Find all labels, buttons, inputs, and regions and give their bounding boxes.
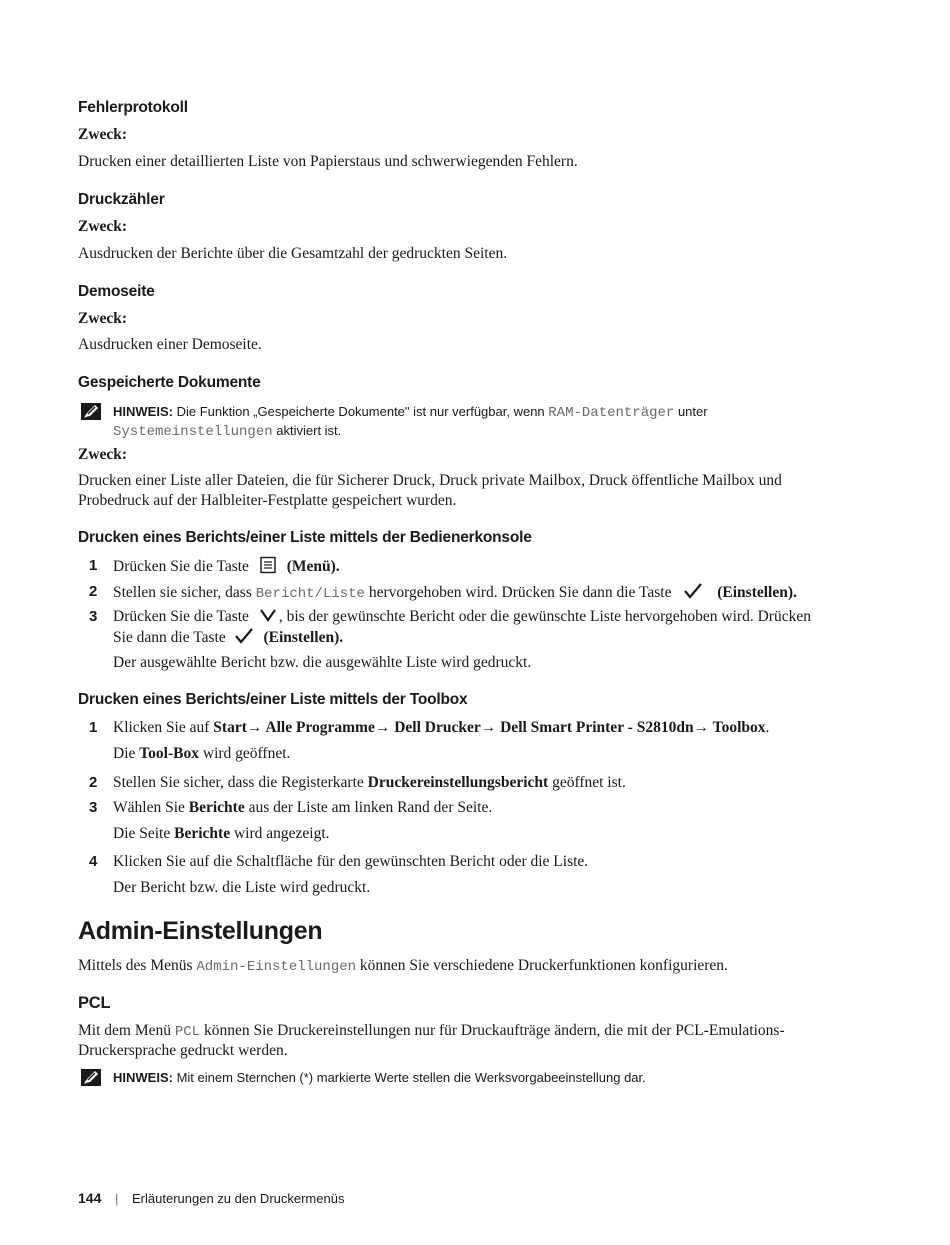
step-result: Der ausgewählte Bericht bzw. die ausgewählte Liste wird gedruckt. bbox=[113, 654, 532, 671]
step-text-part: , bis der gewünschte Bericht oder die gewünschte Liste hervorgehoben wird. Drücken bbox=[278, 608, 811, 626]
note-stored-documents-line2 bbox=[113, 421, 341, 442]
menu-code-admin-einstellungen: Admin-Einstellungen bbox=[196, 959, 357, 975]
checkmark-key-icon bbox=[234, 627, 254, 650]
section-title-pcl: PCL bbox=[78, 994, 111, 1012]
step-text bbox=[113, 582, 797, 605]
admin-intro bbox=[78, 956, 728, 977]
section-title-bedienerkonsole: Drucken eines Berichts/einer Liste mittels der Bedienerkonsole bbox=[78, 529, 532, 546]
step-text-part: Stellen Sie sicher, dass die Registerkarte bbox=[113, 774, 364, 791]
note-text-part: Die Funktion „Gespeicherte Dokumente" ist nur verfügbar, wenn bbox=[176, 404, 545, 419]
step-text-bold: Tool-Box bbox=[139, 745, 199, 762]
footer-chapter: Erläuterungen zu den Druckermenüs bbox=[132, 1191, 345, 1206]
step-text-part: Die bbox=[113, 745, 136, 762]
step-text bbox=[113, 607, 811, 628]
checkmark-key-icon bbox=[683, 582, 703, 605]
note-text-part: unter bbox=[677, 404, 708, 419]
menu-code-pcl: PCL bbox=[174, 1024, 201, 1040]
step-number: 4 bbox=[89, 853, 98, 870]
pcl-text-part: können Sie Druckereinstellungen nur für Druckaufträge ändern, die mit der PCL-Emulations- bbox=[203, 1022, 785, 1039]
step-text-part: Drücken Sie die Taste bbox=[113, 558, 249, 576]
step-result: Der Bericht bzw. die Liste wird gedruckt. bbox=[113, 879, 371, 896]
note-text-part: aktiviert ist. bbox=[276, 423, 342, 438]
zweck-label: Zweck: bbox=[78, 126, 128, 143]
note-stored-documents bbox=[113, 402, 833, 423]
step-number: 2 bbox=[89, 583, 98, 600]
note-pencil-icon bbox=[81, 403, 101, 420]
section-text-line: Drucken einer Liste aller Dateien, die für Sicherer Druck, Druck private Mailbox, Druck öffentliche Mailbox und bbox=[78, 472, 782, 489]
section-text: Drucken einer detaillierten Liste von Papierstaus und schwerwiegenden Fehlern. bbox=[78, 153, 578, 170]
zweck-label: Zweck: bbox=[78, 446, 128, 463]
section-title-druckzaehler: Druckzähler bbox=[78, 191, 165, 208]
step-number: 3 bbox=[89, 608, 98, 625]
step-text-part: aus der Liste am linken Rand der Seite. bbox=[248, 799, 493, 816]
step-text bbox=[113, 556, 340, 579]
chevron-down-key-icon bbox=[259, 607, 277, 628]
chapter-title-admin-einstellungen: Admin-Einstellungen bbox=[78, 917, 323, 945]
note-pcl-default bbox=[113, 1068, 646, 1087]
step-text-part: Klicken Sie auf bbox=[113, 719, 210, 736]
note-text-part: Mit einem Sternchen (*) markierte Werte stellen die Werksvorgabeeinstellung dar. bbox=[176, 1070, 646, 1085]
section-title-toolbox: Drucken eines Berichts/einer Liste mittels der Toolbox bbox=[78, 691, 468, 708]
step-text-part: Wählen Sie bbox=[113, 799, 185, 816]
intro-text-part: Mittels des Menüs bbox=[78, 957, 193, 974]
step-number: 2 bbox=[89, 774, 98, 791]
step-text bbox=[113, 773, 626, 792]
page-number: 144 bbox=[78, 1190, 102, 1206]
step-text-part: geöffnet ist. bbox=[552, 774, 626, 791]
zweck-label: Zweck: bbox=[78, 310, 128, 327]
menu-code-ram-datentraeger: RAM-Datenträger bbox=[548, 405, 675, 421]
note-pencil-icon bbox=[81, 1069, 101, 1086]
step-text bbox=[113, 798, 492, 817]
step-text-part: hervorgehoben wird. Drücken Sie dann die Taste bbox=[368, 584, 672, 602]
step-result bbox=[113, 824, 330, 843]
step-text-part: Stellen sie sicher, dass bbox=[113, 584, 252, 602]
step-text-part: . bbox=[765, 719, 770, 736]
step-text-bold: (Einstellen). bbox=[717, 584, 797, 602]
step-result bbox=[113, 744, 290, 763]
pcl-text bbox=[78, 1021, 785, 1042]
step-text-continued bbox=[113, 627, 343, 650]
note-label: HINWEIS: bbox=[113, 404, 173, 419]
section-title-gespeicherte-dokumente: Gespeicherte Dokumente bbox=[78, 374, 261, 391]
menu-key-icon bbox=[259, 556, 277, 579]
step-text-bold: (Menü). bbox=[286, 558, 340, 576]
note-label: HINWEIS: bbox=[113, 1070, 173, 1085]
page-footer bbox=[78, 1190, 344, 1206]
section-title-demoseite: Demoseite bbox=[78, 283, 155, 300]
section-text: Ausdrucken einer Demoseite. bbox=[78, 336, 262, 353]
step-text-bold: Berichte bbox=[174, 825, 231, 842]
step-text-part: wird geöffnet. bbox=[202, 745, 291, 762]
pcl-text-part: Mit dem Menü bbox=[78, 1022, 171, 1039]
zweck-label: Zweck: bbox=[78, 218, 128, 235]
menu-code-systemeinstellungen: Systemeinstellungen bbox=[113, 424, 273, 440]
step-text-part: Sie dann die Taste bbox=[113, 629, 226, 647]
step-text: Klicken Sie auf die Schaltfläche für den gewünschten Bericht oder die Liste. bbox=[113, 853, 589, 870]
step-text-bold: Druckereinstellungsbericht bbox=[367, 774, 549, 791]
menu-code-bericht-liste: Bericht/Liste bbox=[255, 586, 365, 603]
step-number: 3 bbox=[89, 799, 98, 816]
step-text-part: wird angezeigt. bbox=[233, 825, 330, 842]
menu-path: Start→ Alle Programme→ Dell Drucker→ Dell Smart Printer - S2810dn→ Toolbox bbox=[213, 719, 766, 736]
intro-text-part: können Sie verschiedene Druckerfunktionen konfigurieren. bbox=[359, 957, 728, 974]
step-text-part: Drücken Sie die Taste bbox=[113, 608, 249, 626]
section-title-fehlerprotokoll: Fehlerprotokoll bbox=[78, 99, 188, 116]
step-number: 1 bbox=[89, 557, 98, 574]
step-text-bold: (Einstellen). bbox=[263, 629, 344, 647]
section-text-line: Probedruck auf der Halbleiter-Festplatte gespeichert wurden. bbox=[78, 492, 457, 509]
step-text bbox=[113, 718, 769, 737]
step-text-bold: Berichte bbox=[188, 799, 245, 816]
section-text: Ausdrucken der Berichte über die Gesamtzahl der gedruckten Seiten. bbox=[78, 245, 508, 262]
pcl-text-line2: Druckersprache gedruckt werden. bbox=[78, 1042, 288, 1059]
step-text-part: Die Seite bbox=[113, 825, 171, 842]
footer-separator: | bbox=[114, 1191, 119, 1206]
step-number: 1 bbox=[89, 719, 98, 736]
